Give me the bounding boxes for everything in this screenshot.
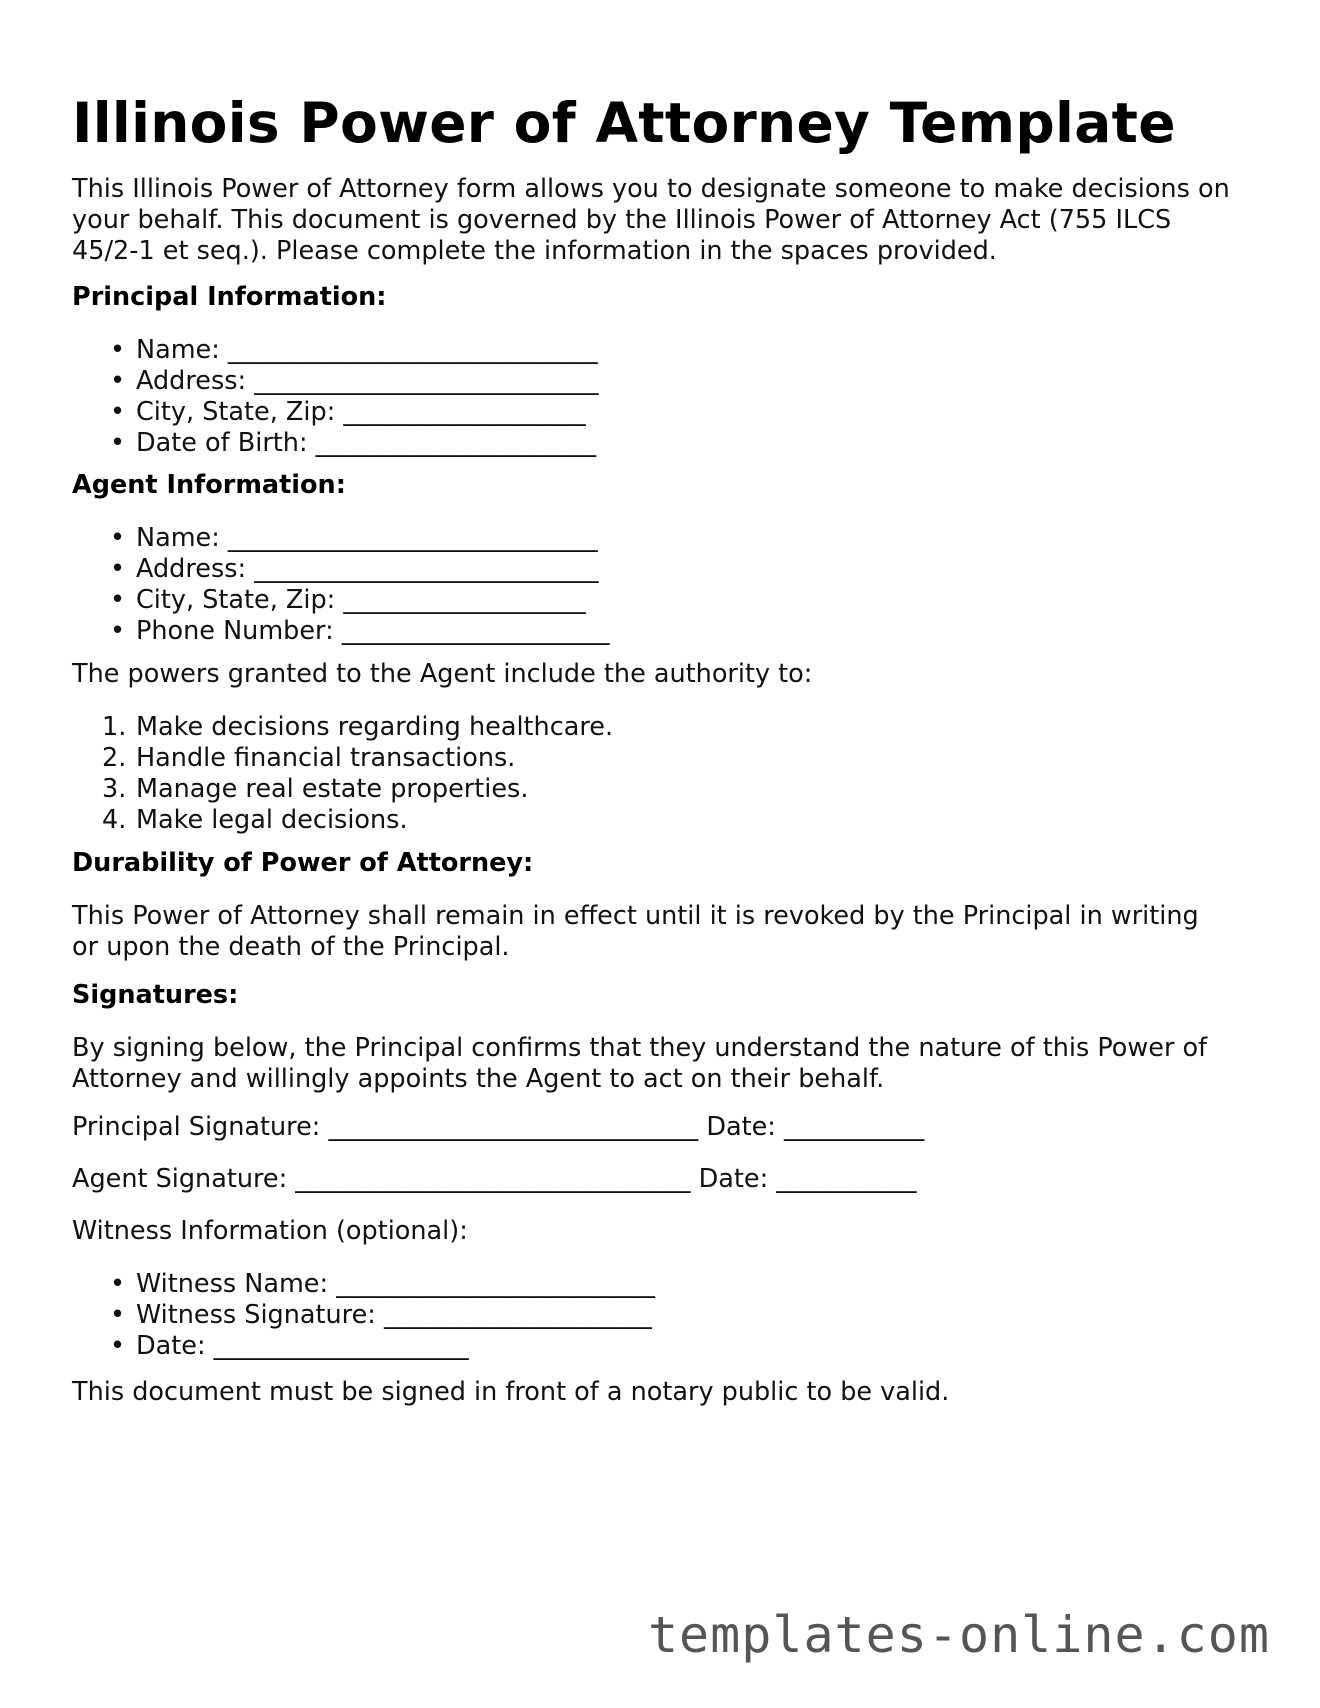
list-item — [72, 523, 610, 554]
list-number: 1. — [102, 712, 127, 742]
powers-list — [72, 712, 613, 836]
power-item: Make legal decisions. — [136, 805, 408, 835]
signatures-heading: Signatures: — [72, 980, 239, 1010]
list-item — [72, 366, 599, 397]
list-item — [72, 397, 599, 428]
list-item — [72, 712, 613, 743]
list-item — [72, 1331, 655, 1362]
agent-signature-line: Agent Signature: _______________________________ Date: ___________ — [72, 1164, 917, 1194]
bullet-icon: • — [110, 428, 126, 458]
bullet-icon: • — [110, 1331, 126, 1361]
agent-phone-field: Phone Number: _____________________ — [136, 616, 610, 646]
witness-name-field: Witness Name: _________________________ — [136, 1269, 655, 1299]
powers-intro: The powers granted to the Agent include the authority to: — [72, 659, 813, 689]
intro-paragraph: This Illinois Power of Attorney form allows you to designate someone to make decisions on your behalf. This document is governed by the Illinois Power of Attorney Act (755 ILCS 45/2-1 et seq.). Please complete the information in the spaces provided. — [72, 174, 1230, 266]
list-item — [72, 805, 613, 836]
witness-signature-field: Witness Signature: _____________________ — [136, 1300, 652, 1330]
list-item — [72, 428, 599, 459]
principal-city-field: City, State, Zip: ___________________ — [136, 397, 586, 427]
list-number: 4. — [102, 805, 127, 835]
bullet-icon: • — [110, 1300, 126, 1330]
principal-fields-list — [72, 335, 599, 459]
bullet-icon: • — [110, 366, 126, 396]
durability-heading: Durability of Power of Attorney: — [72, 848, 534, 878]
agent-city-field: City, State, Zip: ___________________ — [136, 585, 586, 615]
list-number: 2. — [102, 743, 127, 773]
bullet-icon: • — [110, 397, 126, 427]
principal-address-field: Address: ___________________________ — [136, 366, 599, 396]
durability-text: This Power of Attorney shall remain in effect until it is revoked by the Principal in writing or upon the death of the Principal. — [72, 901, 1199, 962]
list-item — [72, 1269, 655, 1300]
bullet-icon: • — [110, 554, 126, 584]
principal-dob-field: Date of Birth: ______________________ — [136, 428, 597, 458]
watermark: templates-online.com — [647, 1606, 1270, 1664]
agent-heading: Agent Information: — [72, 470, 346, 500]
signatures-text: By signing below, the Principal confirms that they understand the nature of this Power of Attorney and willingly appoints the Agent to act on their behalf. — [72, 1033, 1208, 1094]
principal-heading: Principal Information: — [72, 282, 387, 312]
bullet-icon: • — [110, 616, 126, 646]
list-number: 3. — [102, 774, 127, 804]
principal-name-field: Name: _____________________________ — [136, 335, 598, 365]
bullet-icon: • — [110, 335, 126, 365]
bullet-icon: • — [110, 585, 126, 615]
list-item — [72, 774, 613, 805]
notary-note: This document must be signed in front of a notary public to be valid. — [72, 1377, 950, 1407]
bullet-icon: • — [110, 1269, 126, 1299]
list-item — [72, 335, 599, 366]
witness-intro: Witness Information (optional): — [72, 1216, 468, 1246]
document-title: Illinois Power of Attorney Template — [72, 91, 1176, 155]
power-item: Make decisions regarding healthcare. — [136, 712, 614, 742]
agent-name-field: Name: _____________________________ — [136, 523, 598, 553]
agent-address-field: Address: ___________________________ — [136, 554, 599, 584]
list-item — [72, 743, 613, 774]
bullet-icon: • — [110, 523, 126, 553]
list-item — [72, 1300, 655, 1331]
list-item — [72, 616, 610, 647]
power-item: Manage real estate properties. — [136, 774, 529, 804]
witness-fields-list — [72, 1269, 655, 1362]
list-item — [72, 585, 610, 616]
principal-signature-line: Principal Signature: _____________________________ Date: ___________ — [72, 1112, 925, 1142]
agent-fields-list — [72, 523, 610, 647]
list-item — [72, 554, 610, 585]
power-item: Handle financial transactions. — [136, 743, 516, 773]
witness-date-field: Date: ____________________ — [136, 1331, 469, 1361]
